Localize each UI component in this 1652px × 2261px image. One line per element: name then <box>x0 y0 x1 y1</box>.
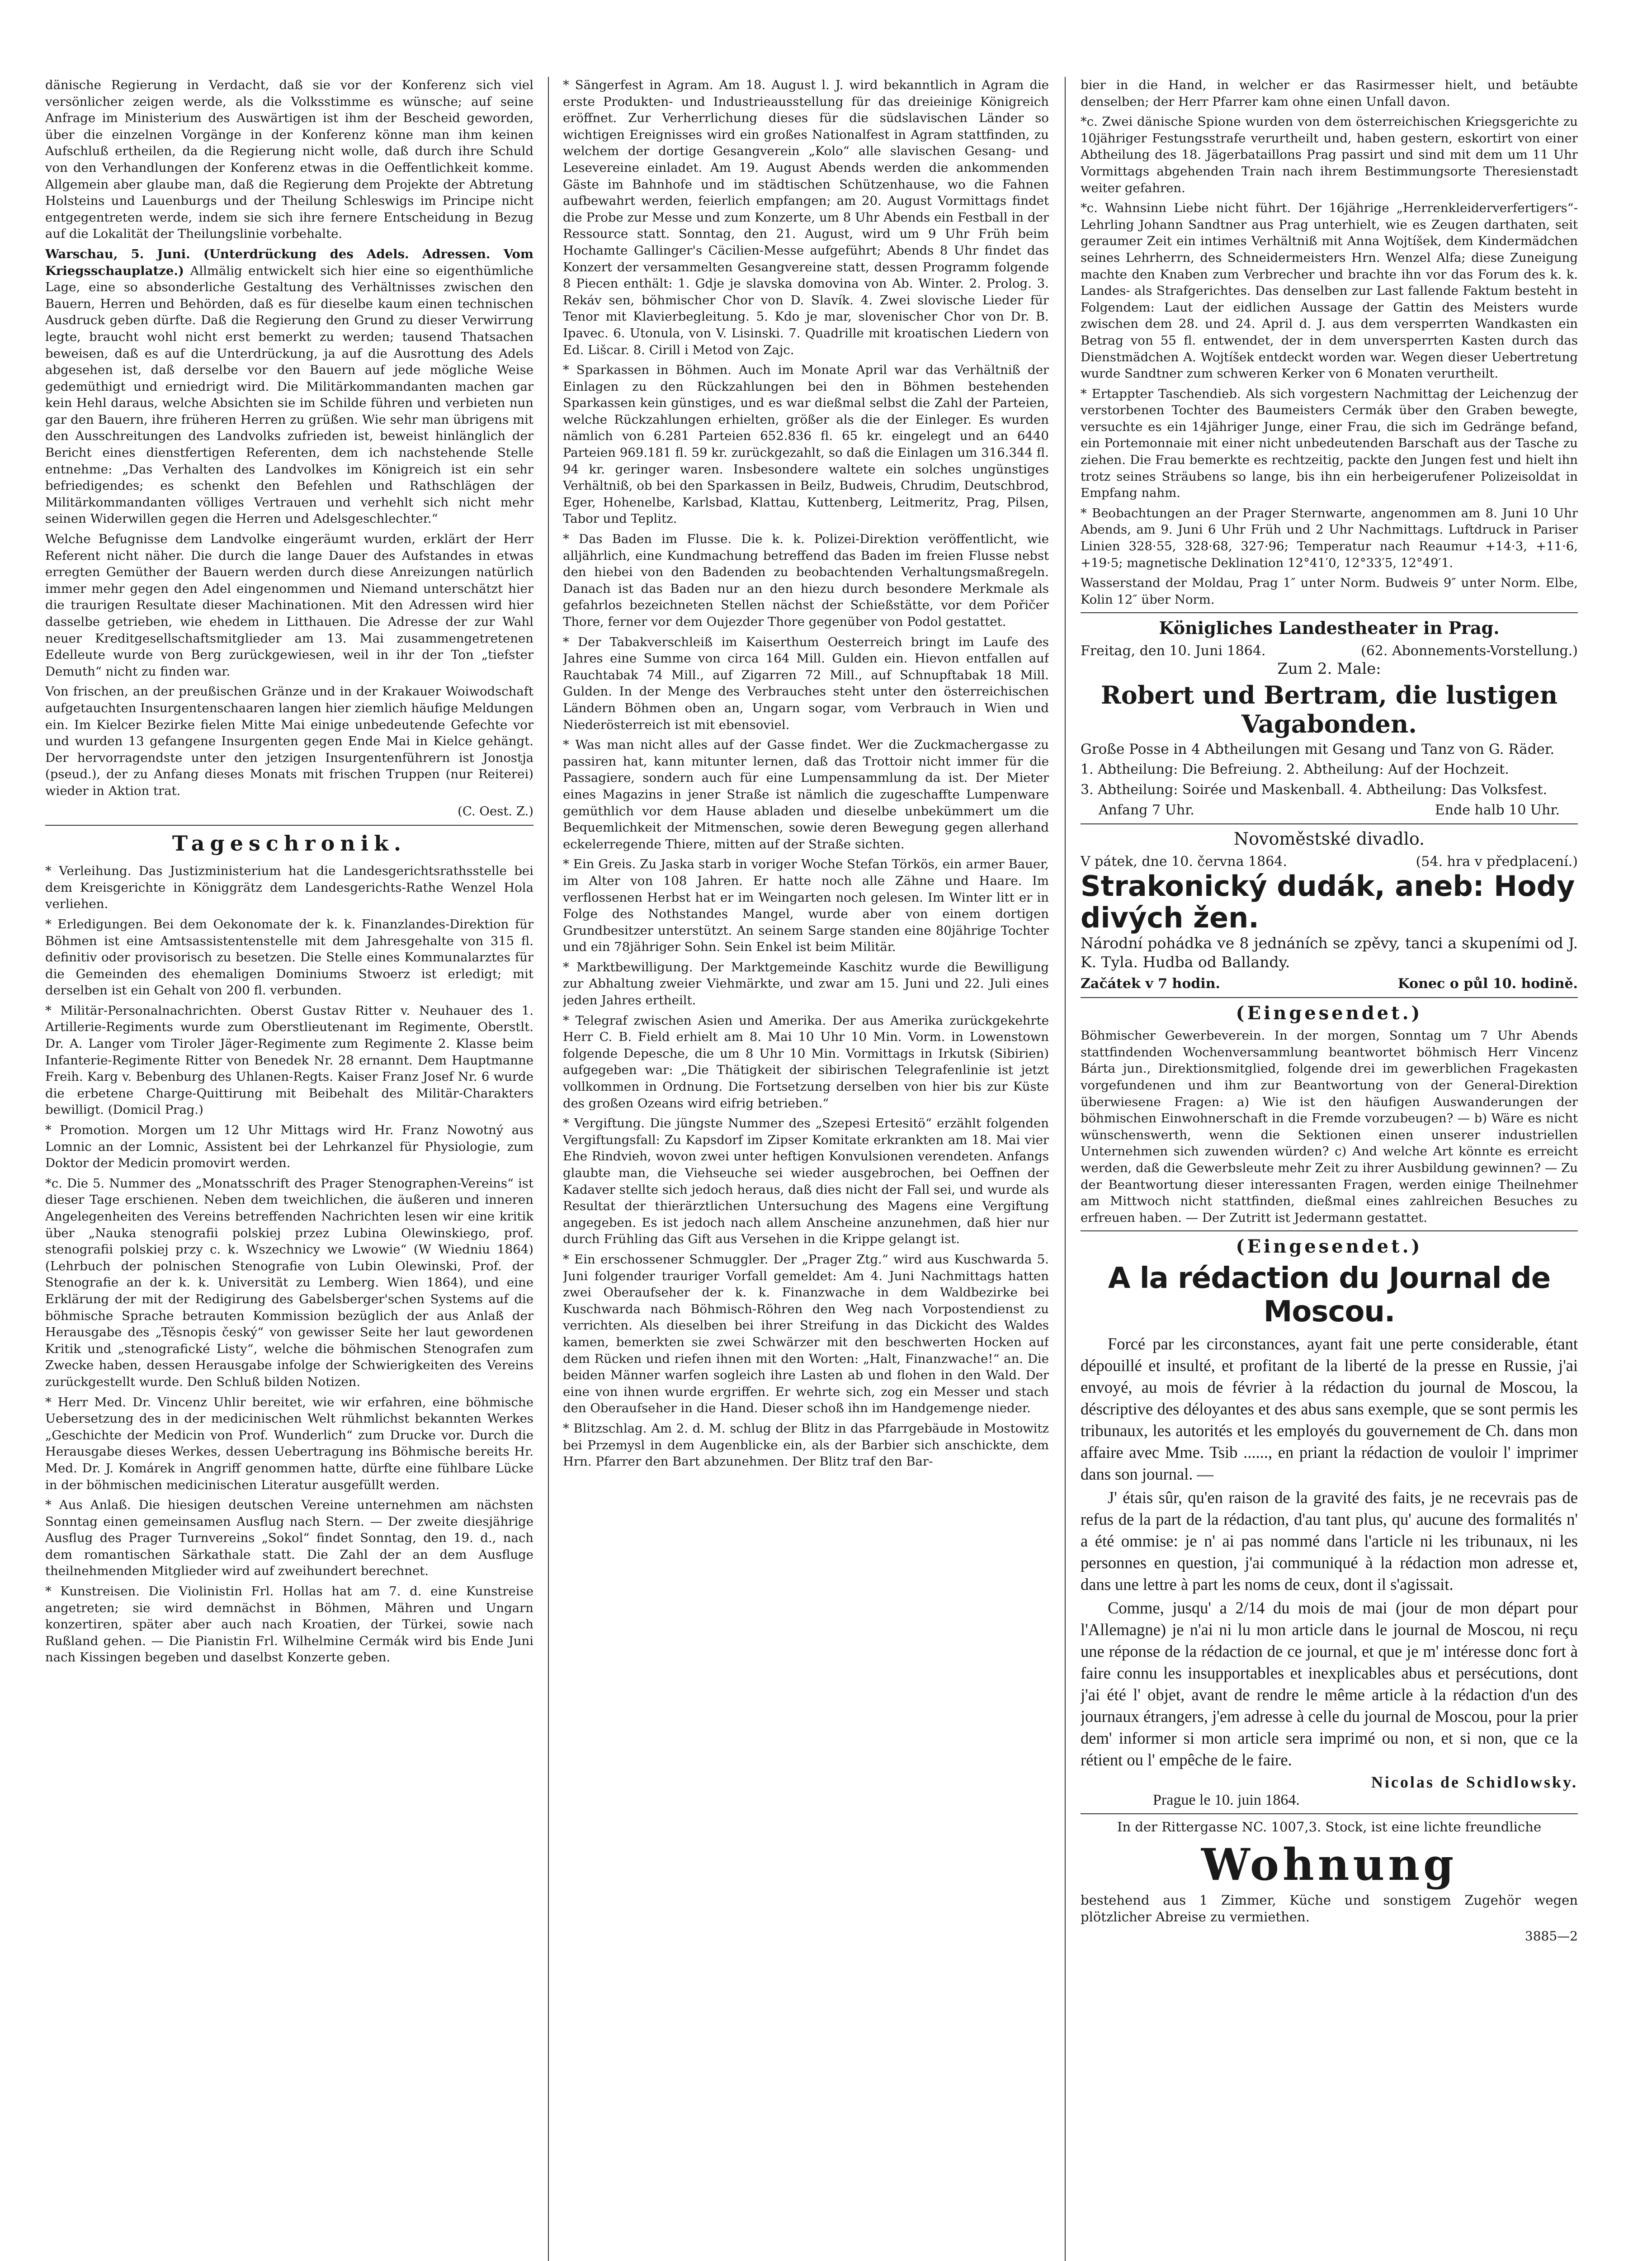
section-divider <box>1081 612 1578 613</box>
news-item: * Der Tabakverschleiß im Kaiserthum Oesterreich bringt im Laufe des Jahres eine Summe von circa 164 Mill. Gulden ein. Hievon entfallen auf Rauchtabak 74 Mill., auf Zigarren 72 Mill., auf Schnupftabak 18 Mill. Gulden. In der Menge des Verbrauches steht unter den österreichischen Ländern Böhmen oben an, Ungarn sogar, vom Verbrauch in Wien und Niederösterreich ist mit ebensoviel. <box>563 634 1049 732</box>
news-item: Wasserstand der Moldau, Prag 1″ unter Norm. Budweis 9″ unter Norm. Elbe, Kolin 12″ über Norm. <box>1081 576 1578 607</box>
source-note: (C. Oest. Z.) <box>458 804 533 818</box>
french-paragraph: J' étais sûr, qu'en raison de la gravité des faits, je ne recevrais pas de refus de la part de la rédaction, d'au tant plus, qu' aucune des formalités n' a été ommise: je n' ai pas nommé dans l'article ni les tribunaux, ni les personnes en question, j'ai communiqué à la rédaction mon adresse et, dans une lettre à part les noms de ceux, dont il s'agissait. <box>1081 1488 1578 1594</box>
section-heading: Tageschronik. <box>172 831 407 856</box>
signature: Nicolas de Schidlowsky. <box>1371 1773 1578 1792</box>
play-end: Ende halb 10 Uhr. <box>1435 802 1560 818</box>
letter-date: Prague le 10. juin 1864. <box>1153 1792 1300 1809</box>
news-item: * Ein erschossener Schmuggler. Der „Prager Ztg.“ wird aus Kuschwarda 5. Juni folgender trauriger Vorfall gemeldet: Am 4. Juni Nachmittags hatten zwei Oberaufseher der k. k. Finanzwache in dem Waldbezirke bei Kuschwarda nach Böhmisch-Röhren den Weg nach Vorpostendienst zu verrichten. Als dieselben bei ihrer Streifung in das Dickicht des Waldes kamen, bemerkten sie zwei Schwärzer mit den beschwerten Hocken auf dem Rücken und riefen ihnen mit den Worten: „Halt, Finanzwache!“ an. Die beiden Männer warfen sogleich ihre Lasten ab und flohen in den Wald. Der eine von ihnen wurde ergriffen. Er wehrte sich, zog ein Messer und stach den Oberaufseher in die Hand. Dieser schoß ihn im Handgemenge nieder. <box>563 1252 1049 1416</box>
column-1 <box>45 77 533 2261</box>
news-item: * Marktbewilligung. Der Marktgemeinde Kaschitz wurde die Bewilligung zur Abhaltung zweier Viehmärkte, und zwar am 15. Juni und 22. Juli eines jeden Jahres ertheilt. <box>563 960 1049 1008</box>
news-item: * Was man nicht alles auf der Gasse findet. Wer die Zuckmachergasse zu passiren hat, kann mitunter lernen, daß das Trottoir nicht immer für die Passagiere, sondern auch für eine Lumpensammlung da ist. Der Mieter eines Magazins in jener Straße ist nämlich die zugeschaffte Lumpenware gemüthlich vor dem Hause abladen und dieselbe unbekümmert um die Bequemlichkeit der Mitmenschen, sowie deren Bewegung gegen allerhand eckelerregende Thiere, mitten auf der Straße sichten. <box>563 738 1049 851</box>
news-item: * Telegraf zwischen Asien und Amerika. Der aus Amerika zurückgekehrte Herr C. B. Field erhielt am 8. Mai 10 Uhr 10 Min. Vorm. in Lowenstown folgende Depesche, die um 8 Uhr 10 Min. Vormittags in Irkutsk (Sibirien) aufgegeben war: „Die Thätigkeit der sibirischen Telegrafenlinie ist jetzt vollkommen in Ordnung. Die Fortsetzung derselben von hier bis zur Küste des großen Ozeans wird eifrig betrieben.“ <box>563 1013 1049 1111</box>
news-item: * Militär-Personalnachrichten. Oberst Gustav Ritter v. Neuhauer des 1. Artillerie-Regiments wurde zum Oberstlieutenant im Regimente, Oberstlt. Dr. A. Langer vom Tiroler Jäger-Regimente zum Regimente 2. Klasse beim Infanterie-Regimente Ritter von Benedek Nr. 28 ernannt. Dem Hauptmanne Freih. Karg v. Bebenburg des Uhlanen-Regts. Kaiser Franz Josef Nr. 6 wurde die erbetene Charge-Quittirung mit Beibehalt des Militär-Charakters bewilligt. (Domicil Prag.) <box>45 1003 533 1117</box>
news-item: * Promotion. Morgen um 12 Uhr Mittags wird Hr. Franz Nowotný aus Lomnic an der Lomnic, Assistent bei der Lehrkanzel für Physiologie, zum Doktor der Medicin promovirt werden. <box>45 1123 533 1171</box>
article-paragraph: dänische Regierung in Verdacht, daß sie vor der Konferenz sich viel versönlicher zeigen werde, als die Volksstimme es wünsche; auf seine Anfrage im Ministerium des Auswärtigen ist ihm der Bescheid geworden, über die einzelnen Vorgänge in der Konferenz könne man ihm keinen Aufschluß ertheilen, da die Regierung nicht wolle, daß durch ihre Schuld von den Verhandlungen der Konferenz etwas in die Oeffentlichkeit komme. Allgemein aber glaube man, daß die Regierung dem Projekte der Abtretung Holsteins und Lauenburgs und der Theilung Schleswigs im Principe nicht entgegentreten werde, indem sie sich ihre fernere Entscheidung in Bezug auf die Lokalität der Theilungslinie vorbehalte. <box>45 78 533 241</box>
news-item: *c. Zwei dänische Spione wurden von dem österreichischen Kriegsgerichte zu 10jähriger Festungsstrafe verurtheilt und, haben gestern, eskortirt von einer Abtheilung des 18. Jägerbataillons Prag passirt und sind mit dem um 11 Uhr Vormittags abgehenden Train nach ihrem Bestimmungsorte Theresienstadt weiter gefahren. <box>1081 114 1578 195</box>
cz-date-row <box>1081 853 1578 870</box>
eingesendet-heading: (Eingesendet.) <box>1236 1003 1423 1024</box>
news-item: * Herr Med. Dr. Vincenz Uhlir bereitet, wie wir erfahren, eine böhmische Uebersetzung des in der medicinischen Welt rühmlichst bekannten Werkes „Geschichte der Medicin von Prof. Wunderlich“ zum Drucke vor. Durch die Herausgabe dieses Werkes, dessen Uebertragung ins Böhmische bereits Hr. Med. Dr. J. Komárek in Angriff genommen hatte, dürfte eine fühlbare Lücke in der böhmischen medicinischen Literatur ausgefüllt werden. <box>45 1395 533 1492</box>
french-letter <box>1081 1333 1578 1771</box>
play-times <box>1081 802 1578 819</box>
news-item: * Sängerfest in Agram. Am 18. August l. J. wird bekanntlich in Agram die erste Produkten- und Industrieausstellung für das dreieinige Königreich eröffnet. Zur Verherrlichung dieses für die südslavischen Länder so wichtigen Ereignisses wird ein großes Nationalfest in Agram stattfinden, zu welchem der dortige Gesangverein „Kolo“ alle slavischen Gesang- und Lesevereine einladet. Am 19. August Abends werden die ankommenden Gäste im Bahnhofe und im städtischen Schützenhause, wo die Fahnen aufbewahrt werden, feierlich empfangen; am 20. August Vormittags findet die Probe zur Messe und zum Konzerte, um 8 Uhr Abends ein Festball in der Ressource statt. Sonntag, den 21. August, wird um 9 Uhr Früh beim Hochamte Gallinger's Cäcilien-Messe aufgeführt; Abends 8 Uhr findet das Konzert der versammelten Gesangvereine statt, dessen Programm folgende 8 Piecen enthält: 1. Gdje je slavska domovina von Ab. Winter. 2. Prolog. 3. Rekáv sen, böhmischer Chor von D. Slavík. 4. Zwei slovische Lieder für Tenor mit Klavierbegleitung. 5. Kdo je mar, slovenischer Chor von Dr. B. Ipavec. 6. Utonula, von V. Lisinski. 7. Quadrille mit kroatischen Liedern von Ed. Lišcar. 8. Cirill i Metod von Zajc. <box>563 78 1049 357</box>
ad-title: Wohnung <box>1201 1839 1458 1890</box>
ad-intro: In der Rittergasse NC. 1007,3. Stock, ist eine lichte freundliche <box>1117 1819 1542 1835</box>
ad-text: bestehend aus 1 Zimmer, Küche und sonstigem Zugehör wegen plötzlicher Abreise zu vermiethen. <box>1081 1892 1578 1925</box>
news-item: * Beobachtungen an der Prager Sternwarte, angenommen am 8. Juni 10 Uhr Abends, am 9. Juni 6 Uhr Früh und 2 Uhr Nachmittags. Luftdruck in Pariser Linien 328·55, 328·68, 327·96; Temperatur nach Reaumur +14·3, +11·6, +19·5; magnetische Deklination 12°41′0, 12°33′5, 12°49′1. <box>1081 506 1578 570</box>
article-paragraph <box>45 246 533 527</box>
play-acts: 1. Abtheilung: Die Befreiung. 2. Abtheilung: Auf der Hochzeit. <box>1081 762 1509 777</box>
news-item: * Erledigungen. Bei dem Oekonomate der k. k. Finanzlandes-Direktion für Böhmen ist eine Amtsassistentenstelle mit dem Jahresgehalte von 315 fl. definitiv oder provisorisch zu besetzen. Die Stelle eines Kommunalarztes für die Gemeinden des ehemaligen Dominiums Stwoerz ist erledigt; mit derselben ist ein Gehalt von 200 fl. verbunden. <box>45 917 533 998</box>
cz-abo: (54. hra v předplacení.) <box>1416 854 1578 870</box>
dateline: Warschau, 5. Juni. (Unterdrückung des Adels. Adressen. Vom Kriegsschauplatze.) <box>45 246 533 278</box>
news-item: * Sparkassen in Böhmen. Auch im Monate April war das Verhältniß der Einlagen zu den Rückzahlungen bei den in Böhmen bestehenden Sparkassen kein günstiges, und es war dießmal selbst die Zahl der Parteien, welche Rückzahlungen erhielten, größer als die der Einleger. Es wurden nämlich von 6.281 Parteien 652.836 fl. 65 kr. eingelegt und an 6440 Parteien 969.181 fl. 59 kr. zurückgezahlt, so daß die Einlagen um 316.344 fl. 94 kr. geringer waren. Insbesondere waltete ein solches ungünstiges Verhältniß, ob bei den Sparkassen in Beilz, Budweis, Chrudim, Deutschbrod, Eger, Hohenelbe, Karlsbad, Klattau, Kuttenberg, Leitmeritz, Prag, Pilsen, Tabor und Teplitz. <box>563 363 1049 526</box>
column-rule <box>1065 77 1066 2261</box>
section-divider <box>1081 823 1578 824</box>
french-paragraph: Forcé par les circonstances, ayant fait une perte considerable, étant dépouillé et insulté, et profitant de la liberté de la presse en Russie, j'ai envoyé, au mois de février à la rédaction du journal de Moscou, la déscriptive des déloyantes et des abus sans exemple, que se sont permis les tribunaux, les autorités et les employés du gouvernement de Ch. dans mon affaire avec Mme. Tsib ......, en priant la rédaction de vouloir l' imprimer dans son journal. — <box>1081 1334 1578 1484</box>
article-paragraph: Von frischen, an der preußischen Gränze und in der Krakauer Woiwodschaft aufgetauchten Insurgentenschaaren langen hier ziemlich häufige Meldungen ein. Im Kielcer Bezirke fielen Mitte Mai einige unbedeutende Gefechte vor und wurden 13 gefangene Insurgenten gegen Ende Mai in Kielce gehängt. Der hervorragendste unter den jetzigen Insurgentenführern ist Jonostja (pseud.), der zu Anfang dieses Monats mit frischen Truppen (nur Reiterei) wieder in Aktion trat. <box>45 684 533 798</box>
news-item: * Blitzschlag. Am 2. d. M. schlug der Blitz in das Pfarrgebäude in Mostowitz bei Przemysl in dem Augenblicke ein, als der Barbier sich anschickte, dem Hrn. Pfarrer den Bart abzunehmen. Der Blitz traf den Bar- <box>563 1421 1049 1469</box>
cz-end: Konec o půl 10. hodině. <box>1397 976 1578 992</box>
newspaper-page <box>45 77 1607 2261</box>
column-2 <box>563 77 1049 2261</box>
news-item: * Das Baden im Flusse. Die k. k. Polizei-Direktion veröffentlicht, wie alljährlich, eine Kundmachung betreffend das Baden im freien Flusse nebst den hiebei von den Badenden zu beobachtenden Verhaltungsmaßregeln. Danach ist das Baden nur an den hiezu durch besondere Merkmale als gefahrlos bezeichneten Stellen nächst der Schießstätte, vor dem Pořičer Thore, ferner vor dem Oujezder Thore gegenüber von Podol gestattet. <box>563 532 1049 629</box>
section-divider <box>1081 1230 1578 1231</box>
article-text: Allmälig entwickelt sich hier eine so eigenthümliche Lage, eine so absonderliche Gestaltung des Verhältnisses zwischen den Bauern, Herren und Behörden, daß es für dieselbe kaum einen technischen Ausdruck geben dürfte. Daß die Regierung den Grund zu dieser Verwirrung legte, braucht wohl nicht erst bemerkt zu werden; tausend Thatsachen beweisen, daß es auf die Unterdrückung, ja auf die Ausrottung des Adels abgesehen ist, daß derselbe vor den Bauern auf jede mögliche Weise gedemüthigt und erniedrigt wird. Die Militärkommandanten machen gar kein Hehl daraus, welche Absichten sie im Schilde führen und verbieten nun gar den Bauern, ihre früheren Herren zu grüßen. Wie sehr man übrigens mit den Ausschreitungen des Landvolks zufrieden ist, beweist hinlänglich der Bericht eines dienstfertigen Referenten, dem ich nachstehende Stelle entnehme: „Das Verhalten des Landvolkes im Königreich ist ein sehr befriedigendes; es schenkt den Befehlen und Rathschlägen der Militärkommandanten völliges Vertrauen und verhehlt sich nicht mehr seinen Widerwillen gegen die Herren und Adelsgeschlechter.“ <box>45 263 533 526</box>
theatre-date: Freitag, den 10. Juni 1864. <box>1081 643 1266 659</box>
section-divider <box>1081 1813 1578 1814</box>
column-3 <box>1081 77 1578 2261</box>
theatre-heading: Königliches Landestheater in Prag. <box>1159 618 1500 639</box>
section-divider <box>1081 997 1578 998</box>
news-item: *c. Die 5. Nummer des „Monatsschrift des Prager Stenographen-Vereins“ ist dieser Tage erschienen. Neben dem tweichlichen, die äußeren und inneren Angelegenheiten des Vereins betreffenden Nachrichten lesen wir eine kritik über „Nauka stenografii polskiej przez Lubina Olewinskiego, prof. stenografii polskiej przy c. k. Wszechnicy we Lwowie“ (W Wiedniu 1864) (Lehrbuch der polnischen Stenografie von Lubin Olewinski, Prof. der Stenografie an der k. k. Universität zu Lemberg. Wien 1864), und eine Erklärung der mit der Redigirung des Gabelsberger'schen Systems auf die böhmische Sprache betrauten Kommission bezüglich der aus Anlaß der Herausgabe des „Těsnopis český“ von gewisser Seite her laut gewordenen Kritik und „stenografické Listy“, welche die böhmischen Stenografen zum Zwecke haben, dessen Herausgabe infolge der Schwierigkeiten des Vereins zurückgestellt wurde. Den Schluß bilden Notizen. <box>45 1176 533 1389</box>
eingesendet-heading: (Eingesendet.) <box>1236 1236 1423 1258</box>
news-item: * Verleihung. Das Justizministerium hat die Landesgerichtsrathsstelle bei dem Kreisgerichte in Königgrätz dem Landesgerichts-Rathe Wenzel Hola verliehen. <box>45 864 533 912</box>
news-item: * Kunstreisen. Die Violinistin Frl. Hollas hat am 7. d. eine Kunstreise angetreten; sie wird demnächst in Böhmen, Mähren und Ungarn konzertiren, später aber auch nach Kroatien, der Türkei, sowie nach Rußland gehen. — Die Pianistin Frl. Wilhelmine Cermák wird bis Ende Juni nach Kissingen begeben und daselbst Konzerte geben. <box>45 1584 533 1665</box>
theatre-note: Zum 2. Male: <box>1277 660 1381 678</box>
cz-theatre-heading: Novoměstské divadlo. <box>1233 829 1425 849</box>
article-paragraph: Welche Befugnisse dem Landvolke eingeräumt wurden, erklärt der Herr Referent nicht näher. Die durch die lange Dauer des Aufstandes in etwas erregten Gemüther der Bauern werden durch diese Anreizungen natürlich immer mehr gegen den Adel eingenommen und Niemand unterschätzt hier die traurigen Resultate dieser Machinationen. Mit den Adressen wird hier dasselbe getrieben, wie ehedem in Litthauen. Die Adresse der zur Wahl neuer Kreditgesellschaftsmitglieder am 13. Mai zusammengetretenen Edelleute wurde von Berg zurückgewiesen, weil in ihr der Ton „tiefster Demuth“ nicht zu finden war. <box>45 532 533 679</box>
play-start: Anfang 7 Uhr. <box>1099 802 1194 818</box>
news-item: bier in die Hand, in welcher er das Rasirmesser hielt, und betäubte denselben; der Herr Pfarrer kam ohne einen Unfall davon. <box>1081 78 1578 109</box>
cz-date: V pátek, dne 10. června 1864. <box>1081 854 1287 870</box>
theatre-abo: (62. Abonnements-Vorstellung.) <box>1361 643 1578 659</box>
column-rule <box>548 77 549 2261</box>
eingesendet-text: Böhmischer Gewerbeverein. In der morgen, Sonntag um 7 Uhr Abends stattfindenden Wochenversammlung beantwortet böhmisch Herr Vincenz Bárta jun., Direktionsmitglied, folgende drei im gewerblichen Fragekasten vorgefundenen und ihm zur Beantwortung von der General-Direktion überwiesene Fragen: a) Wie ist den häufigen Auswanderungen der böhmischen Einwohnerschaft in die Fremde vorzubeugen? — b) Wäre es nicht wünschenswerth, wenn die Sektionen einen unserer industriellen Unternehmen sich zuwenden würden? c) And welche Art könnte es erreicht werden, daß die Gewerbsleute mehr Zeit zu ihrer Ausbildung gewinnen? — Zu der Beantwortung dieser interessanten Fragen, werden einige Theilnehmer am Mittwoch nicht stattfinden, dießmal eines zahlreichen Besuches zu erfreuen haben. — Der Zutritt ist Jedermann gestattet. <box>1081 1028 1578 1225</box>
french-letter-heading: A la rédaction du Journal de Moscou. <box>1108 1262 1551 1329</box>
section-divider <box>45 825 533 826</box>
theatre-date-row <box>1081 643 1578 660</box>
cz-play-times <box>1081 975 1578 993</box>
play-title: Robert und Bertram, die lustigen Vagabonden. <box>1100 681 1558 739</box>
french-paragraph: Comme, jusqu' a 2/14 du mois de mai (jour de mon départ pour l'Allemagne) je n'ai ni lu mon article dans le journal de Moscou, ni reçu une réponse de la rédaction de ce journal, et que je m' intéresse donc fort à faire connu les insupportables et inexplicables abus et persécutions, dont j'ai été l' objet, avant de rendre le même article à la rédaction d'un des journaux étrangers, j'em adresse à celle du journal de Moscou, pour la prier dem' informer si mon article sera imprimé ou non, et si non, que ce la rétient ou l' empêche de le faire. <box>1081 1599 1578 1769</box>
cz-start: Začátek v 7 hodin. <box>1081 976 1220 992</box>
news-item: * Ein Greis. Zu Jaska starb in voriger Woche Stefan Törkös, ein armer Bauer, im Alter von 108 Jahren. Er hatte noch alle Zähne und Haare. Im verflossenen Herbst hat er im Weingarten noch gelesen. Im Winter litt er in Folge des Nothstandes Mangel, wurde aber von einem dortigen Grundbesitzer unterstützt. An seinem Sarge standen eine 80jährige Tochter und ein 78jähriger Sohn. Sein Enkel ist beim Militär. <box>563 857 1049 955</box>
cz-play-description: Národní pohádka ve 8 jednáních se zpěvy, tanci a skupeními od J. K. Tyla. Hudba od Ballandy. <box>1081 934 1578 971</box>
ad-code: 3885—2 <box>1525 1929 1578 1944</box>
news-item: * Vergiftung. Die jüngste Nummer des „Szepesi Ertesitö“ erzählt folgenden Vergiftungsfall: Zu Kapsdorf im Zipser Komitate erkrankten am 18. Mai vier Ehe Rindvieh, wovon zwei unter heftigen Konvulsionen verendeten. Anfangs glaubte man, die Viehseuche sei wieder ausgebrochen, bei Oeffnen der Kadaver stellte sich jedoch heraus, daß dies nicht der Fall sei, und wurde als Resultat der thierärztlichen Untersuchung des Magens eine Vergiftung angegeben. Es ist jedoch nach allem Anscheine anzunehmen, daß hier nur durch Frühling das Gift aus Versehen in die Krippe gelangt ist. <box>563 1116 1049 1247</box>
news-item: * Ertappter Taschendieb. Als sich vorgestern Nachmittag der Leichenzug der verstorbenen Tochter des Baumeisters Cermák über den Graben bewegte, versuchte es ein 14jähriger Junge, einer Frau, die sich im Gedränge befand, ein Portemonnaie mit einer nicht unbedeutenden Barschaft aus der Tasche zu ziehen. Die Frau bemerkte es rechtzeitig, packte den Jungen fest und hielt ihn trotz seines Sträubens so lange, bis ihn ein herbeigerufener Polizeisoldat in Empfang nahm. <box>1081 386 1578 501</box>
play-acts: 3. Abtheilung: Soirée und Maskenball. 4. Abtheilung: Das Volksfest. <box>1081 781 1548 798</box>
news-item: *c. Wahnsinn Liebe nicht führt. Der 16jährige „Herrenkleiderverfertigers“-Lehrling Johann Sandtner aus Prag unterhielt, wie es Zeugen darthaten, seit geraumer Zeit ein intimes Verhältniß mit Anna Wojtíšek, dem Kindermädchen seines Lehrherrn, des Schneidermeisters Hrn. Wenzel Alfa; diese Zuneigung machte den Knaben zum Verbrecher und brachte ihn vor das Forum des k. k. Landes- als Strafgerichtes. Das denselben zur Last fallende Faktum besteht in Folgendem: Laut der eidlichen Aussage der Gattin des Meisters wurde zwischen dem 28. und 24. April d. J. aus dem versperrten Wandkasten ein Betrag von 55 fl. entwendet, der in dem unversperrten Kasten durch das Dienstmädchen A. Wojtíšek entdeckt worden war. Wegen dieser Uebertretung wurde Sandtner zum schweren Kerker von 6 Monaten verurtheilt. <box>1081 201 1578 381</box>
news-item: * Aus Anlaß. Die hiesigen deutschen Vereine unternehmen am nächsten Sonntag einen gemeinsamen Ausflug nach Stern. — Der zweite diesjährige Ausflug des Prager Turnvereins „Sokol“ findet Sonntag, den 19. d., nach dem romantischen Särkathale statt. Die Zahl der an dem Ausfluge theilnehmenden Mitglieder wird auf zweihundert berechnet. <box>45 1498 533 1579</box>
play-description: Große Posse in 4 Abtheilungen mit Gesang und Tanz von G. Räder. <box>1081 741 1555 758</box>
cz-play-title: Strakonický dudák, aneb: Hody divých žen. <box>1081 870 1575 935</box>
